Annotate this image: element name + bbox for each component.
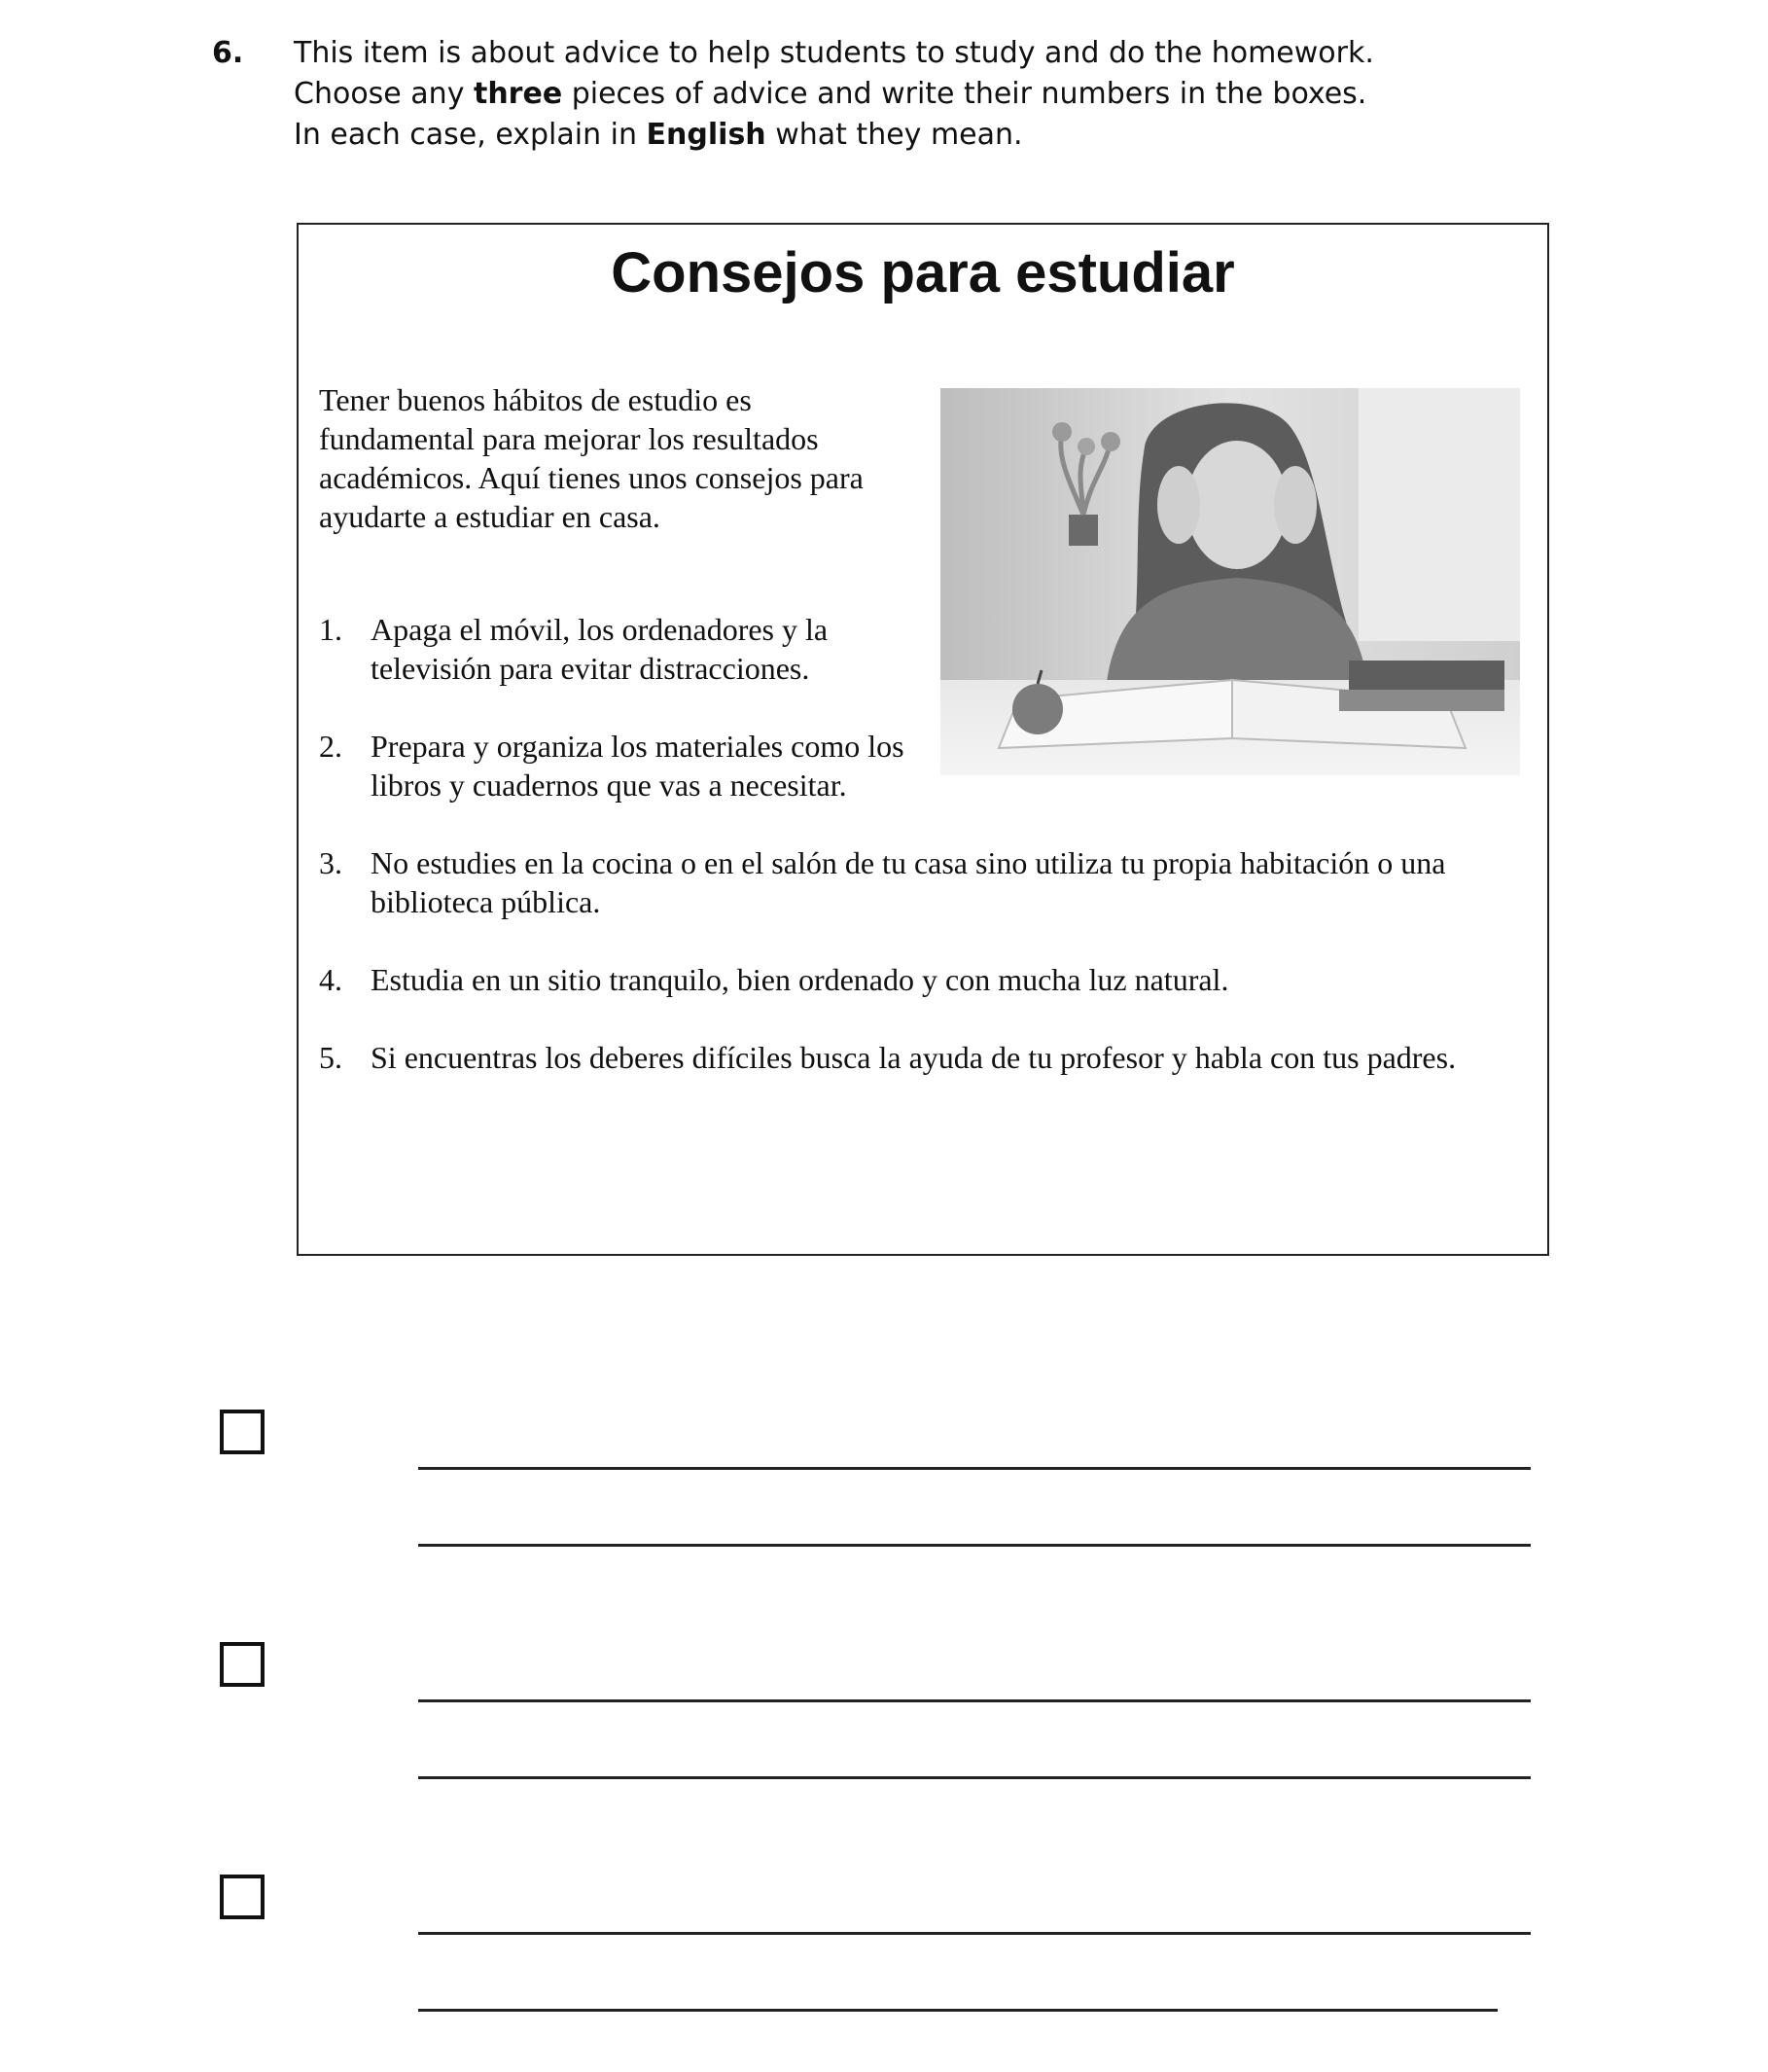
list-item: [319, 960, 1525, 999]
answer-line-2b[interactable]: [418, 1776, 1531, 1779]
tip-text: Estudia en un sitio tranquilo, bien ordenado y con mucha luz natural.: [371, 962, 1229, 997]
tip-text: Apaga el móvil, los ordenadores y la televisión para evitar distracciones.: [371, 612, 829, 686]
answer-box-2[interactable]: [220, 1642, 265, 1687]
answer-box-1[interactable]: [220, 1410, 265, 1454]
list-item: [319, 727, 1525, 804]
list-item: [319, 1038, 1525, 1077]
emphasis-three: three: [473, 77, 563, 111]
tip-number: 5.: [319, 1040, 342, 1075]
tip-text: Si encuentras los deberes difíciles busca la ayuda de tu profesor y habla con tus padres.: [371, 1040, 1457, 1075]
instruction-line-1: This item is about advice to help students to study and do the homework.: [294, 36, 1374, 70]
instruction-line-2: Choose any three pieces of advice and write their numbers in the boxes.: [294, 77, 1367, 111]
reading-passage-box: [297, 223, 1549, 1256]
tip-text: No estudies en la cocina o en el salón de tu casa sino utiliza tu propia habitación o una biblioteca pública.: [371, 845, 1446, 919]
list-item: [319, 843, 1525, 921]
question-instructions: [294, 33, 1558, 156]
answer-line-3b[interactable]: [418, 2009, 1498, 2012]
answer-line-2a[interactable]: [418, 1699, 1531, 1702]
list-item: [319, 610, 1525, 688]
answer-line-3a[interactable]: [418, 1932, 1531, 1935]
passage-title: Consejos para estudiar: [611, 241, 1235, 304]
instruction-line-3: In each case, explain in English what they mean.: [294, 118, 1023, 152]
tip-number: 2.: [319, 729, 342, 764]
tip-text: Prepara y organiza los materiales como los libros y cuadernos que vas a necesitar.: [371, 729, 904, 803]
tip-number: 1.: [319, 612, 342, 647]
question-number: 6.: [212, 36, 244, 70]
tips-list: [319, 610, 1525, 1116]
tip-number: 4.: [319, 962, 342, 997]
passage-intro: Tener buenos hábitos de estudio es fundamental para mejorar los resultados académicos. Aquí tienes unos consejos para ayudarte a estudiar en casa.: [319, 382, 864, 534]
answer-box-3[interactable]: [220, 1875, 265, 1919]
tip-number: 3.: [319, 845, 342, 880]
emphasis-english: English: [646, 118, 766, 152]
answer-line-1b[interactable]: [418, 1544, 1531, 1547]
answer-line-1a[interactable]: [418, 1467, 1531, 1470]
